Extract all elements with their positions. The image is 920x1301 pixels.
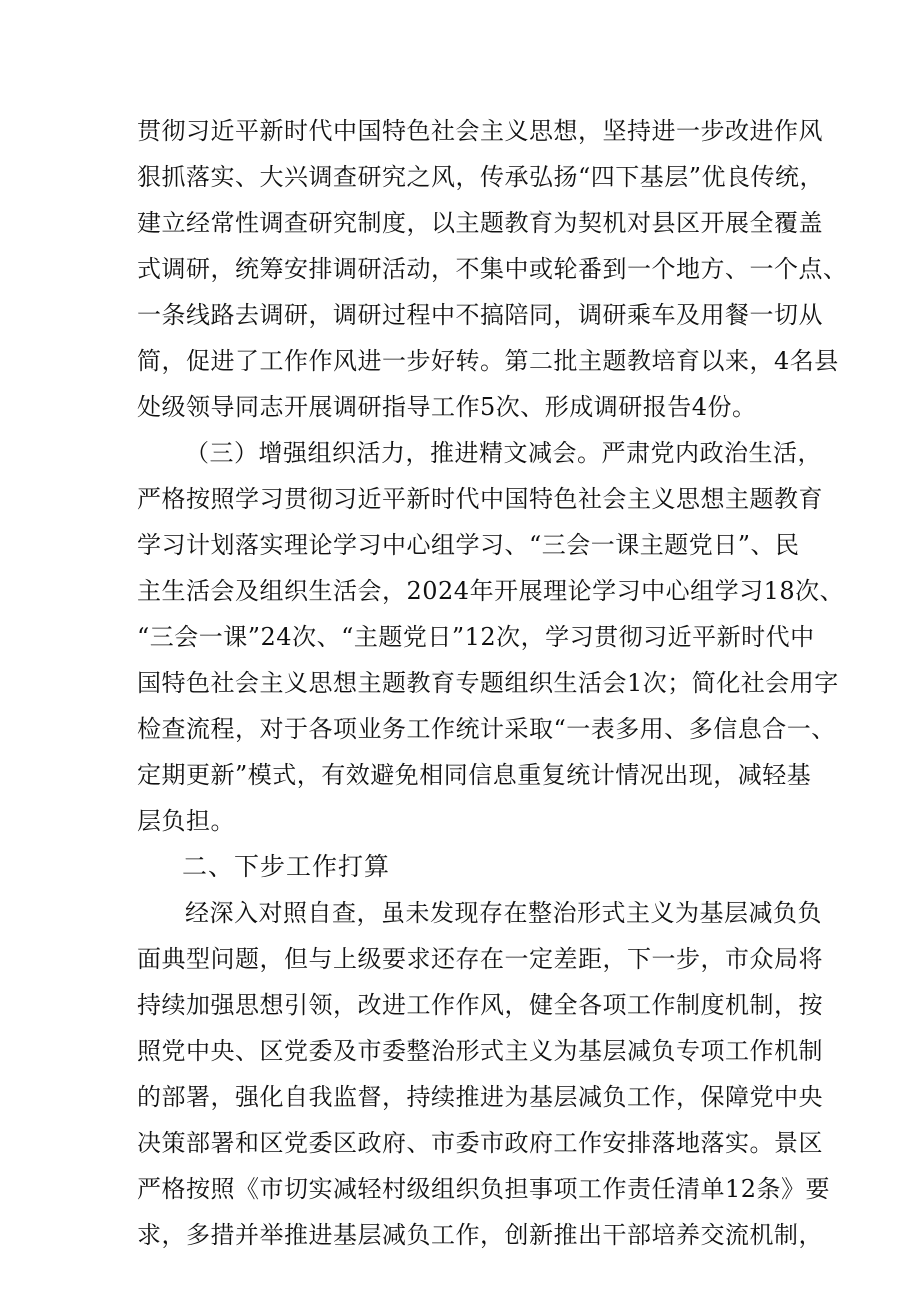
text-line: 主生活会及组织生活会，2024年开展理论学习中心组学习18次、 — [137, 577, 845, 605]
text-line: 一条线路去调研，调研过程中不搞陪同，调研乘车及用餐一切从 — [137, 301, 823, 329]
section-heading: 二、下步工作打算 — [182, 852, 391, 881]
text-line: 狠抓落实、大兴调查研究之风，传承弘扬“四下基层”优良传统， — [137, 163, 825, 191]
text-line: 严格按照《市切实减轻村级组织负担事项工作责任清单12条》要 — [137, 1175, 831, 1203]
text-line: 定期更新”模式，有效避免相同信息重复统计情况出现，减轻基 — [137, 761, 812, 789]
text-line: 检查流程，对于各项业务工作统计采取“一表多用、多信息合一、 — [137, 715, 836, 743]
text-line: 经深入对照自查，虽未发现存在整治形式主义为基层减负负 — [185, 899, 822, 927]
text-line: 面典型问题，但与上级要求还存在一定差距，下一步，市众局将 — [137, 945, 823, 973]
text-line: 式调研，统筹安排调研活动，不集中或轮番到一个地方、一个点、 — [137, 255, 848, 283]
text-line: “三会一课”24次、“主题党日”12次，学习贯彻习近平新时代中 — [137, 623, 815, 651]
text-line: 国特色社会主义思想主题教育专题组织生活会1次；简化社会用字 — [137, 669, 839, 697]
text-line: 决策部署和区党委区政府、市委市政府工作安排落地落实。景区 — [137, 1129, 823, 1157]
text-line: 学习计划落实理论学习中心组学习、“三会一课主题党日”、民 — [137, 531, 800, 559]
text-line: 处级领导同志开展调研指导工作5次、形成调研报告4份。 — [137, 393, 757, 421]
text-line: 简，促进了工作作风进一步好转。第二批主题教培育以来，4名县 — [137, 347, 839, 375]
text-line: （三）增强组织活力，推进精文减会。严肃党内政治生活， — [185, 439, 822, 467]
text-line: 照党中央、区党委及市委整治形式主义为基层减负专项工作机制 — [137, 1037, 823, 1065]
text-line: 持续加强思想引领，改进工作作风，健全各项工作制度机制，按 — [137, 991, 823, 1019]
text-line: 的部署，强化自我监督，持续推进为基层减负工作，保障党中央 — [137, 1083, 823, 1111]
text-line: 建立经常性调查研究制度，以主题教育为契机对县区开展全覆盖 — [137, 209, 823, 237]
text-line: 层负担。 — [137, 807, 235, 835]
text-line: 求，多措并举推进基层减负工作，创新推出干部培养交流机制， — [137, 1221, 823, 1249]
text-line: 严格按照学习贯彻习近平新时代中国特色社会主义思想主题教育 — [137, 485, 823, 513]
text-line: 贯彻习近平新时代中国特色社会主义思想，坚持进一步改进作风 — [137, 117, 823, 145]
